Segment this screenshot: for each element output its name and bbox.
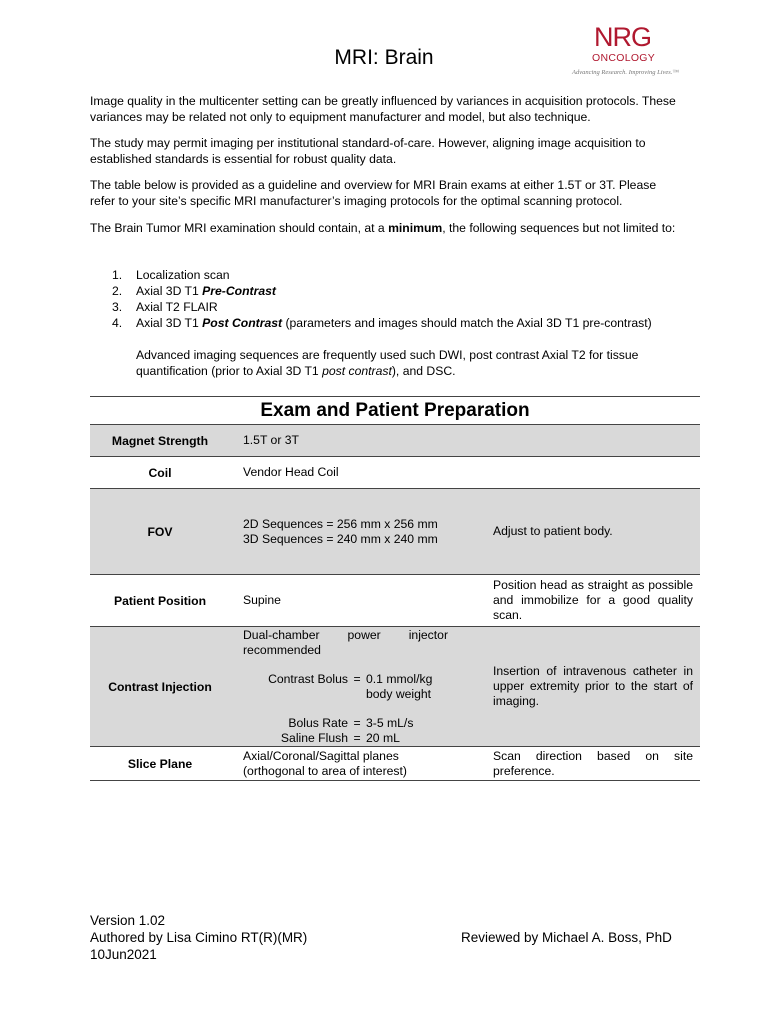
advanced-imaging-note: Advanced imaging sequences are frequently used such DWI, post contrast Axial T2 for tissue quantification (prior to Axial 3D T1 post contrast), and DSC.	[136, 348, 639, 378]
intro-paragraph-2: The study may permit imaging per institutional standard-of-care. However, aligning image acquisition to established standards is essential for robust quality data.	[90, 136, 646, 166]
row-label: Contrast Injection	[90, 627, 230, 747]
logo-sub: ONCOLOGY	[592, 52, 656, 64]
intro-paragraph-3: The table below is provided as a guideline and overview for MRI Brain exams at either 1.5T or 3T. Please refer to your site’s specific MRI manufacturer’s imaging protocols for the optimal scanning protocol.	[90, 178, 657, 208]
row-value: Axial/Coronal/Sagittal planes (orthogonal to area of interest)	[230, 747, 493, 781]
intro-paragraph-1: Image quality in the multicenter setting can be greatly influenced by variances in acquisition protocols. These variances may be related not only to equipment manufacturer and model, but also technique.	[90, 94, 676, 124]
table-row	[90, 457, 700, 489]
row-value: Supine	[230, 575, 493, 627]
row-value: 2D Sequences = 256 mm x 256 mm 3D Sequences = 240 mm x 240 mm	[230, 489, 493, 575]
reviewer: Reviewed by Michael A. Boss, PhD	[461, 930, 672, 945]
row-note: Position head as straight as possible and immobilize for a good quality scan.	[493, 575, 700, 627]
table-title: Exam and Patient Preparation	[90, 396, 700, 424]
sequence-list	[112, 267, 652, 331]
row-note: Adjust to patient body.	[493, 489, 700, 575]
table-row	[90, 627, 700, 747]
list-item: 4. Axial 3D T1 Post Contrast (parameters and images should match the Axial 3D T1 pre-contrast)	[112, 316, 652, 330]
logo-tagline: Advancing Research. Improving Lives.™	[572, 69, 679, 76]
row-note: Scan direction based on site preference.	[493, 747, 700, 781]
list-item: 1. Localization scan	[112, 268, 230, 282]
page-title: MRI: Brain	[334, 46, 434, 69]
author: Authored by Lisa Cimino RT(R)(MR)	[90, 930, 308, 945]
version: Version 1.02	[90, 913, 166, 928]
table-row	[90, 747, 700, 781]
row-value: 1.5T or 3T	[230, 425, 493, 457]
row-note: Insertion of intravenous catheter in upper extremity prior to the start of imaging.	[493, 627, 700, 747]
row-label: Magnet Strength	[90, 425, 230, 457]
row-label: Coil	[90, 457, 230, 489]
row-value: Vendor Head Coil	[230, 457, 493, 489]
table-row	[90, 425, 700, 457]
row-label: Slice Plane	[90, 747, 230, 781]
nrg-oncology-logo	[572, 22, 679, 82]
footer-left	[90, 912, 307, 963]
row-value: Dual-chamber power injector recommended Contrast Bolus = 0.1 mmol/kg body weight Bolus Rate = 3-5 mL/s Saline Flush = 20 mL	[230, 627, 493, 747]
date: 10Jun2021	[90, 947, 157, 962]
logo-brand: NRG	[594, 22, 651, 52]
intro-paragraph-4: The Brain Tumor MRI examination should contain, at a minimum, the following sequences but not limited to:	[90, 221, 676, 235]
table-row	[90, 489, 700, 575]
row-label: Patient Position	[90, 575, 230, 627]
row-label: FOV	[90, 489, 230, 575]
list-item: 2. Axial 3D T1 Pre-Contrast	[112, 284, 276, 298]
exam-preparation-table	[90, 396, 700, 781]
list-item: 3. Axial T2 FLAIR	[112, 300, 218, 314]
table-row	[90, 575, 700, 627]
